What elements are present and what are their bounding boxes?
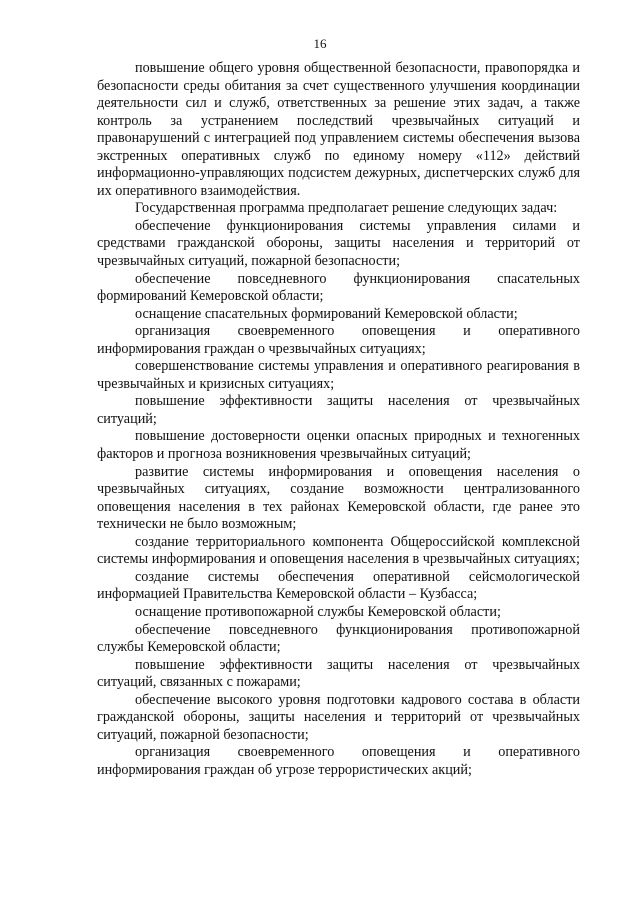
list-item: оснащение противопожарной службы Кемеровской области; — [135, 603, 501, 620]
paragraph: Государственная программа предполагает решение следующих задач: — [135, 200, 558, 217]
list-item: обеспечение повседневного функционирования спасательных формирований Кемеровской области; — [97, 270, 580, 305]
list-item: повышение достоверности оценки опасных природных и техногенных факторов и прогноза возникновения чрезвычайных ситуаций; — [97, 428, 580, 463]
list-item: организация своевременного оповещения и оперативного информирования граждан об угрозе террористических акций; — [97, 744, 580, 778]
list-item: создание системы обеспечения оперативной сейсмологической информацией Правительства Кемеровской области – Кузбасса; — [97, 568, 580, 603]
list-item: развитие системы информирования и оповещения населения о чрезвычайных ситуациях, создание возможности централизованного оповещения населения в тех районах Кемеровской области, где ранее это технически не было возможным; — [97, 463, 580, 533]
list-item: повышение эффективности защиты населения от чрезвычайных ситуаций, связанных с пожарами; — [97, 656, 580, 691]
document-body — [97, 60, 580, 779]
list-item: обеспечение функционирования системы управления силами и средствами гражданской обороны, защиты населения и территорий от чрезвычайных ситуаций, пожарной безопасности; — [97, 217, 580, 270]
paragraph: повышение общего уровня общественной безопасности, правопорядка и безопасности среды обитания за счет существенного улучшения координации деятельности сил и служб, ответственных за решение этих задач, а также контроль за устранением последствий чрезвычайных ситуаций и правонарушений с интеграцией под управлением системы обеспечения вызова экстренных оперативных служб по единому номеру «112» действий информационно-управляющих подсистем дежурных, диспетчерских служб для их оперативного взаимодействия. — [97, 60, 580, 199]
list-item: создание территориального компонента Общероссийской комплексной системы информирования и оповещения населения в чрезвычайных ситуациях; — [97, 533, 580, 568]
list-item: обеспечение высокого уровня подготовки кадрового состава в области гражданской обороны, защиты населения и территорий от чрезвычайных ситуаций, пожарной безопасности; — [97, 691, 580, 743]
list-item: оснащение спасательных формирований Кемеровской области; — [135, 305, 518, 322]
list-item: организация своевременного оповещения и оперативного информирования граждан о чрезвычайных ситуациях; — [97, 323, 580, 357]
list-item: совершенствование системы управления и оперативного реагирования в чрезвычайных и кризисных ситуациях; — [97, 358, 580, 392]
list-item: повышение эффективности защиты населения от чрезвычайных ситуаций; — [97, 393, 580, 427]
page-number: 16 — [313, 36, 327, 51]
list-item: обеспечение повседневного функционирования противопожарной службы Кемеровской области; — [97, 621, 580, 656]
